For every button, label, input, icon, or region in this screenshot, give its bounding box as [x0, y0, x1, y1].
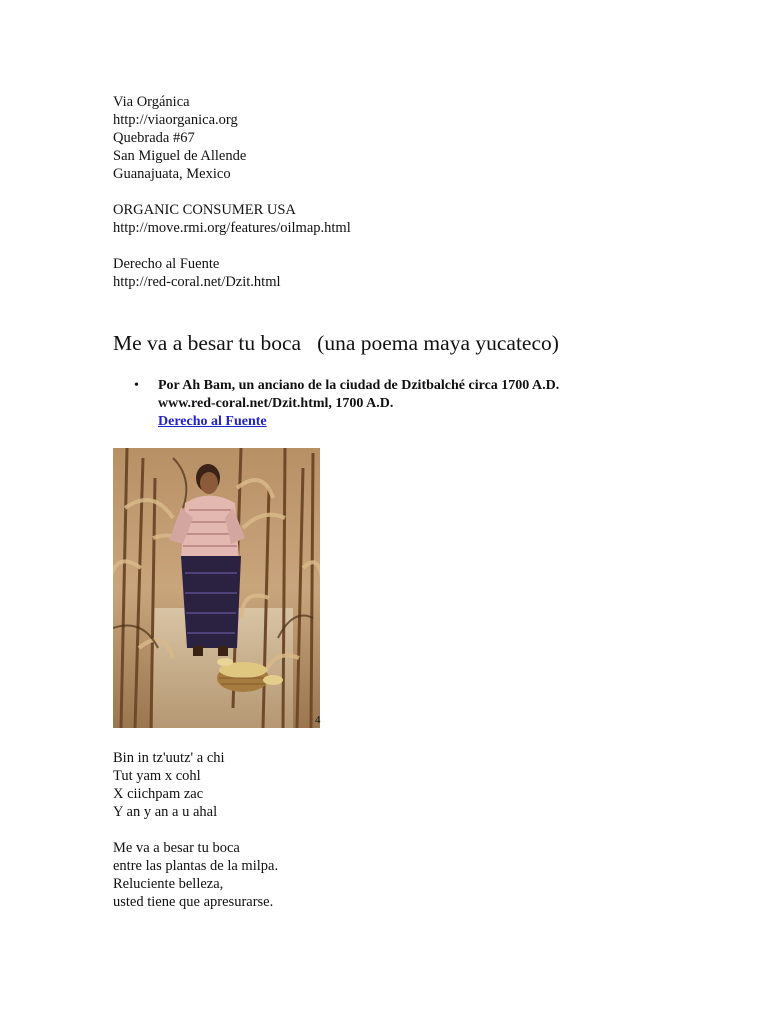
- poem-spanish-line-2: entre las plantas de la milpa.: [113, 858, 279, 874]
- org-street: Quebrada #67: [113, 130, 195, 146]
- poem-maya-line-2: Tut yam x cohl: [113, 768, 201, 784]
- consumer-block: [113, 201, 733, 237]
- consumer-name: ORGANIC CONSUMER USA: [113, 202, 296, 218]
- poem-spanish-line-1: Me va a besar tu boca: [113, 840, 240, 856]
- bullet-icon: •: [134, 378, 139, 393]
- byline-source: www.red-coral.net/Dzit.html, 1700 A.D.: [158, 396, 394, 411]
- org-city: San Miguel de Allende: [113, 148, 247, 164]
- document-page: [113, 93, 733, 929]
- poem-spanish-line-3: Reluciente belleza,: [113, 876, 224, 892]
- org-url: http://viaorganica.org: [113, 112, 238, 128]
- derecho-block: [113, 255, 733, 291]
- poem-spanish-line-4: usted tiene que apresurarse.: [113, 894, 274, 910]
- article-title: Me va a besar tu boca (una poema maya yucateco): [113, 331, 559, 355]
- poem-maya-line-1: Bin in tz'uutz' a chi: [113, 750, 225, 766]
- photo-mark: 4: [315, 714, 321, 726]
- derecho-al-fuente-link[interactable]: Derecho al Fuente: [158, 414, 267, 429]
- contact-block: [113, 93, 733, 183]
- org-name: Via Orgánica: [113, 94, 190, 110]
- poem-maya-line-4: Y an y an a u ahal: [113, 804, 218, 820]
- consumer-url: http://move.rmi.org/features/oilmap.html: [113, 220, 351, 236]
- byline-list: [113, 377, 733, 431]
- byline-author: Por Ah Bam, un anciano de la ciudad de Dzitbalché circa 1700 A.D.: [158, 378, 560, 393]
- poem-maya: [113, 749, 733, 821]
- org-state: Guanajuata, Mexico: [113, 166, 231, 182]
- poem-spanish: [113, 839, 733, 911]
- derecho-url: http://red-coral.net/Dzit.html: [113, 274, 281, 290]
- byline-item: [113, 377, 733, 431]
- photo-container: [113, 448, 325, 729]
- derecho-name: Derecho al Fuente: [113, 256, 220, 272]
- woman-in-cornfield-photo: [113, 448, 320, 728]
- poem-maya-line-3: X ciichpam zac: [113, 786, 204, 802]
